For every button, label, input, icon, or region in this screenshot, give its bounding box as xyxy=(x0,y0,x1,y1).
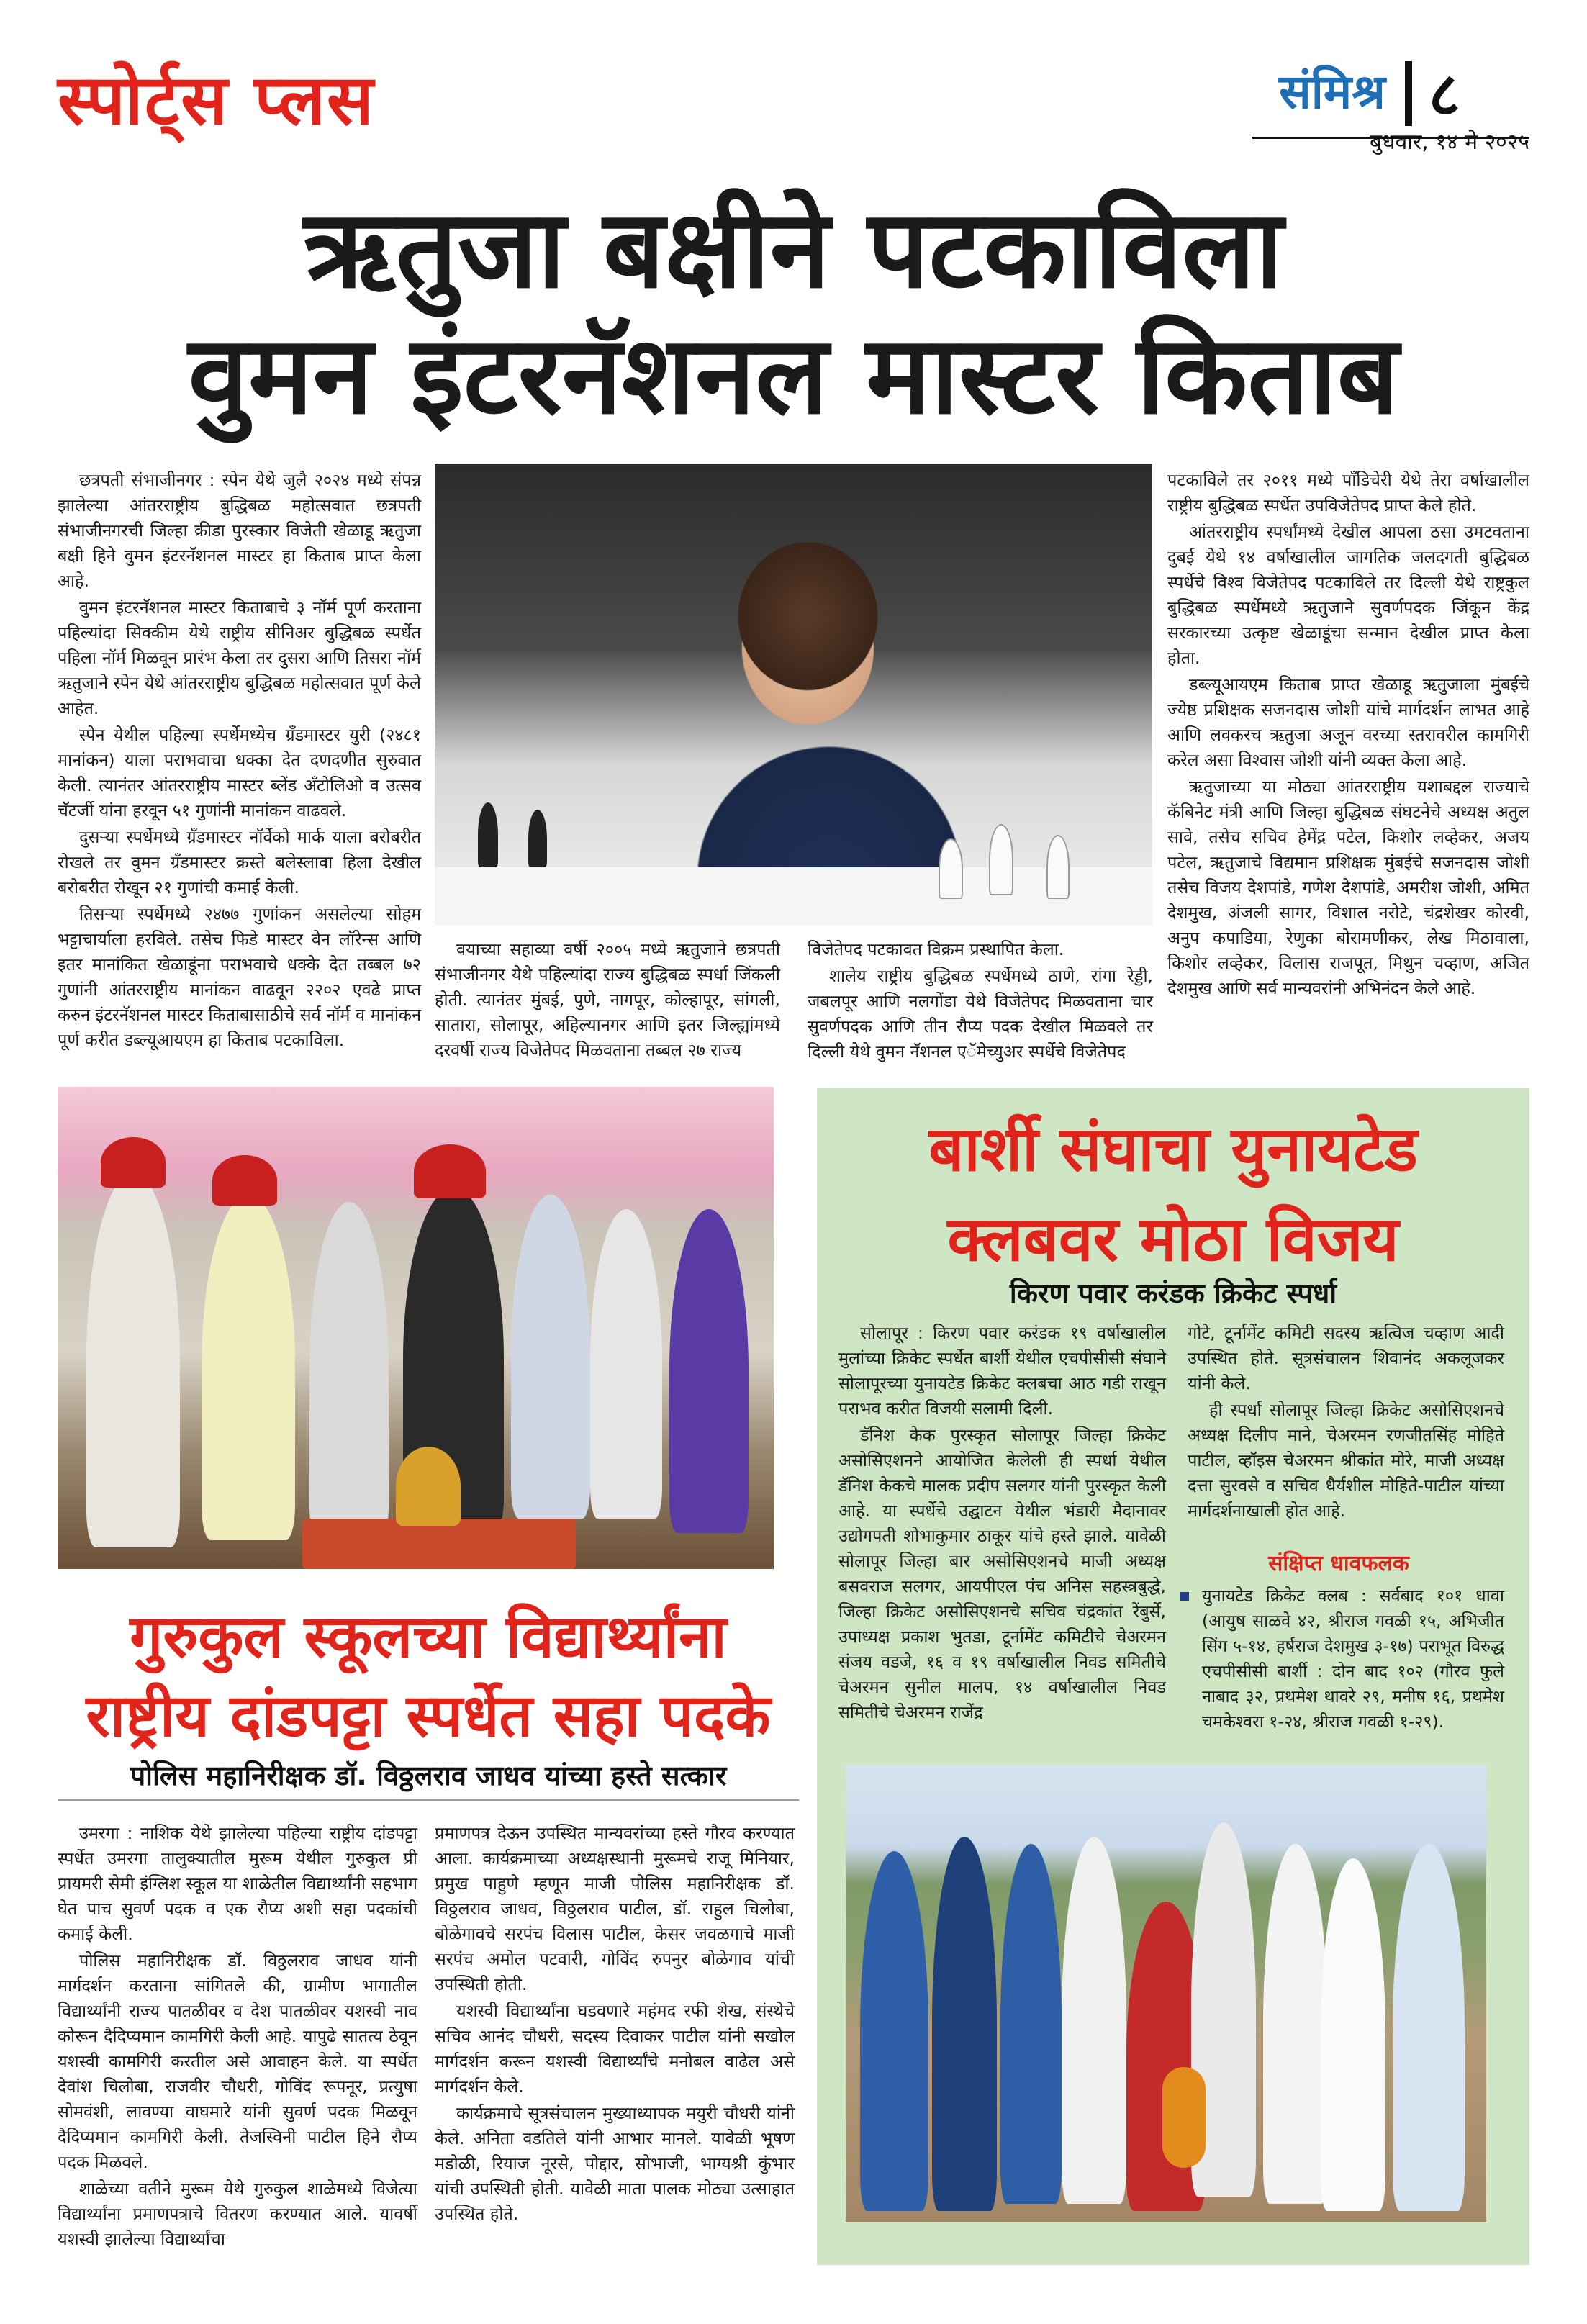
paragraph: सोलापूर : किरण पवार करंडक १९ वर्षाखालील मुलांच्या क्रिकेट स्पर्धेत बार्शी येथील एचपीसीसी संघाने सोलापूरच्या युनायटेड क्रिकेट क्लबचा आठ गडी राखून पराभव करीत विजयी सलामी दिली. xyxy=(838,1323,1166,1419)
paragraph: पटकाविले तर २०११ मध्ये पाँडिचेरी येथे तेरा वर्षाखालील राष्ट्रीय बुद्धिबळ स्पर्धेत उपविजेतेपद प्राप्त केले होते. xyxy=(1167,470,1529,515)
paragraph: शालेय राष्ट्रीय बुद्धिबळ स्पर्धेमध्ये ठाणे, रांगा रेड्डी, जबलपूर आणि नलगोंडा येथे विजेतेपद मिळवताना चार सुवर्णपदक आणि तीन रौप्य पदक देखील मिळवले तर दिल्ली येथे वुमन नॅशनल एॅमेच्युअर स्पर्धेचे विजेतेपद xyxy=(808,966,1153,1062)
paragraph: डॅनिश केक पुरस्कृत सोलापूर जिल्हा क्रिकेट असोसिएशनने आयोजित केलेली ही स्पर्धा येथील डॅनिश केकचे मालक प्रदीप सलगर यांनी पुरस्कृत केली आहे. या स्पर्धेचे उद्घाटन येथील भंडारी मैदानावर उद्योगपती शोभाकुमार ठाकूर यांचे हस्ते झाले. यावेळी सोलापूर जिल्हा बार असोसिएशनचे माजी अध्यक्ष बसवराज सलगर, आयपीएल पंच अनिस सहस्त्रबुद्धे, जिल्हा क्रिकेट असोसिएशनचे सचिव चंद्रकांत रेंबुर्से, उपाध्यक्ष प्रकाश भुतडा, टूर्नामेंट कमिटीचे चेअरमन संजय वडजे, १६ व १९ वर्षाखालील निवड समितीचे चेअरमन सुनील मालप, १४ वर्षाखालील निवड समितीचे चेअरमन राजेंद्र xyxy=(838,1425,1166,1722)
lead-column-1 xyxy=(58,468,421,1054)
paragraph: छत्रपती संभाजीनगर : स्पेन येथे जुलै २०२४ मध्ये संपन्न झालेल्या आंतरराष्ट्रीय बुद्धिबळ महोत्सवात छत्रपती संभाजीनगरची जिल्हा क्रीडा पुरस्कार विजेती खेळाडू ऋतुजा बक्षी हिने वुमन इंटरनॅशनल मास्टर हा किताब प्राप्त केला आहे. xyxy=(58,470,421,591)
section-title: स्पोर्ट्स प्लस xyxy=(58,60,375,140)
paragraph: तिसऱ्या स्पर्धेमध्ये २४७७ गुणांकन असलेल्या सोहम भट्टाचार्याला हरविले. तसेच फिडे मास्टर वेन लॉरेन्स आणि इतर मानांकित खेळाडूंना पराभवाचे धक्के देत तब्बल ७२ गुणांनी आंतरराष्ट्रीय मानांकन वाढवून २२०२ एवढे प्राप्त करुन इंटरनॅशनल मास्टर किताबासाठीचे सर्व नॉर्म व मानांकन पूर्ण करीत डब्ल्यूआयएम हा किताब पटकाविला. xyxy=(58,904,421,1050)
paragraph: स्पेन येथील पहिल्या स्पर्धेमध्येच ग्रँडमास्टर युरी (२४८१ मानांकन) याला पराभवाचा धक्का देत दणदणीत सुरुवात केली. त्यानंतर आंतरराष्ट्रीय मास्टर ब्लेंड अँटोलिओ व उत्सव चॅटर्जी यांना हरवून ५१ गुणांनी मानांकन वाढवले. xyxy=(58,725,421,820)
paragraph: उमरगा : नाशिक येथे झालेल्या पहिल्या राष्ट्रीय दांडपट्टा स्पर्धेत उमरगा तालुक्यातील मुरूम येथील गुरुकुल प्री प्रायमरी सेमी इंग्लिश स्कूल या शाळेतील विद्यार्थ्यांनी सहभाग घेत पाच सुवर्ण पदक व एक रौप्य अशी सहा पदकांची कमाई केली. xyxy=(58,1823,417,1944)
paragraph: दुसऱ्या स्पर्धेमध्ये ग्रँडमास्टर नॉर्वेको मार्क याला बरोबरीत रोखले तर वुमन ग्रँडमास्टर क्रस्ते बलेस्लावा हिला देखील बरोबरीत रोखून २१ गुणांची कमाई केली. xyxy=(58,827,421,898)
paragraph: डब्ल्यूआयएम किताब प्राप्त खेळाडू ऋतुजाला मुंबईचे ज्येष्ठ प्रशिक्षक सजनदास जोशी यांचे मार्गदर्शन लाभत आहे आणि लवकरच ऋतुजा अजून वरच्या स्तरावरील कामगिरी करेल असा विश्वास जोशी यांनी व्यक्त केला आहे. xyxy=(1167,674,1529,770)
paragraph: पोलिस महानिरीक्षक डॉ. विठ्ठलराव जाधव यांनी मार्गदर्शन करताना सांगितले की, ग्रामीण भागातील विद्यार्थ्यांनी राज्य पातळीवर व देश पातळीवर यशस्वी नाव कोरून दैदिप्यमान कामगिरी केली आहे. यापुढे सातत्य ठेवून यशस्वी कामगिरी करतील असे आवाहन केले. या स्पर्धेत देवांश चिलोबा, राजवीर चौधरी, गोविंद रूपनूर, प्रत्युषा सोमवंशी, लावण्या वाघमारे यांनी सुवर्ण पदक मिळवून दैदिप्यमान कामगिरी केली. तेजस्विनी पाटील हिने रौप्य पदक मिळवले. xyxy=(58,1950,417,2172)
cricket-subheadline: किरण पवार करंडक क्रिकेट स्पर्धा xyxy=(1009,1278,1337,1309)
paragraph: विजेतेपद पटकावत विक्रम प्रस्थापित केला. xyxy=(808,939,1064,959)
masthead-divider xyxy=(1405,61,1412,126)
page-number: ८ xyxy=(1429,59,1460,130)
lead-column-4 xyxy=(1167,468,1529,1003)
gurukul-column-1 xyxy=(58,1821,417,2253)
paper-name: संमिश्र xyxy=(1279,64,1385,119)
lead-headline-line1: ऋतुजा बक्षीने पटकाविला xyxy=(304,187,1283,312)
chess-player-photo xyxy=(435,464,1152,925)
paragraph: वुमन इंटरनॅशनल मास्टर किताबाचे ३ नॉर्म पूर्ण करताना पहिल्यांदा सिक्कीम येथे राष्ट्रीय सीनिअर बुद्धिबळ स्पर्धेत पहिला नॉर्म मिळवून प्रारंभ केला तर दुसरा आणि तिसरा नॉर्म ऋतुजाने स्पेन येथे आंतरराष्ट्रीय बुद्धिबळ महोत्सवात पूर्ण केले आहेत. xyxy=(58,597,421,718)
gurukul-subheadline: पोलिस महानिरीक्षक डॉ. विठ्ठलराव जाधव यांच्या हस्ते सत्कार xyxy=(130,1760,727,1791)
issue-date: बुधवार, १४ मे २०२५ xyxy=(1370,130,1529,155)
paragraph: प्रमाणपत्र देऊन उपस्थित मान्यवरांच्या हस्ते गौरव करण्यात आला. कार्यक्रमाच्या अध्यक्षस्थानी मुरूमचे राजू मिनियार, प्रमुख पाहुणे म्हणून माजी पोलिस महानिरीक्षक डॉ. विठ्ठलराव जाधव, विठ्ठलराव पाटील, डॉ. राहुल चिलोबा, बोळेगावचे सरपंच विलास पाटील, केसर जवळगाचे माजी सरपंच अमोल पटवारी, गोविंद रुपनुर बोळेगाव यांची उपस्थिती होती. xyxy=(435,1823,795,1994)
paragraph: कार्यक्रमाचे सूत्रसंचालन मुख्याध्यापक मयुरी चौधरी यांनी केले. अनिता वडतिले यांनी आभार मानले. यावेळी भूषण मडोळी, रियाज नूरसे, पोद्दार, सोभाजी, भाग्यश्री कुंभार यांची उपस्थिती होती. यावेळी माता पालक मोठ्या उत्साहात उपस्थित होते. xyxy=(435,2103,795,2224)
cricket-column-1 xyxy=(838,1321,1166,1727)
gurukul-headline-line2: राष्ट्रीय दांडपट्टा स्पर्धेत सहा पदके xyxy=(86,1682,771,1750)
paragraph: ही स्पर्धा सोलापूर जिल्हा क्रिकेट असोसिएशनचे अध्यक्ष दिलीप माने, चेअरमन रणजीतसिंह मोहिते पाटील, व्हॉइस चेअरमन श्रीकांत मोरे, माजी अध्यक्ष दत्ता सुरवसे व सचिव धैर्यशील मोहिते-पाटील यांच्या मार्गदर्शनाखाली होत आहे. xyxy=(1188,1400,1504,1521)
cricket-headline-line2: क्लबवर मोठा विजय xyxy=(947,1203,1399,1275)
cricket-inauguration-photo xyxy=(846,1765,1486,2222)
paragraph: ऋतुजाच्या या मोठ्या आंतरराष्ट्रीय यशाबद्दल राज्याचे कॅबिनेट मंत्री आणि जिल्हा बुद्धिबळ संघटनेचे अध्यक्ष अतुल सावे, तसेच सचिव हेमेंद्र पटेल, किशोर लव्हेकर, अजय पटेल, ऋतुजाचे विद्यमान प्रशिक्षक मुंबईचे सजनदास जोशी तसेच विजय देशपांडे, गणेश देशपांडे, अमरीश जोशी, अमित देशमुख, अंजली सागर, विशाल नरोटे, चंद्रशेखर कोरवी, अनुप कपाडिया, रेणुका बोरामणीकर, लेख मिठावाला, किशोर लव्हेकर, विलास राजपूत, मिथुन चव्हाण, अजित देशमुख आणि सर्व मान्यवरांनी अभिनंदन केले आहे. xyxy=(1167,777,1529,998)
cricket-column-2 xyxy=(1188,1321,1504,1525)
gurukul-column-2 xyxy=(435,1821,795,2228)
paragraph: आंतरराष्ट्रीय स्पर्धांमध्ये देखील आपला ठसा उमटवताना दुबई येथे १४ वर्षाखालील जागतिक जलदगती बुद्धिबळ स्पर्धेचे विश्व विजेतेपद पटकाविले तर दिल्ली येथे राष्ट्रकुल बुद्धिबळ स्पर्धेमध्ये ऋतुजाने सुवर्णपदक जिंकून केंद्र सरकारच्या उत्कृष्ट खेळाडूंचा सन्मान देखील प्राप्त केला होता. xyxy=(1167,522,1529,668)
lead-column-3 xyxy=(808,937,1153,1066)
lead-headline-line2: वुमन इंटरनॅशनल मास्टर किताब xyxy=(188,313,1399,438)
scorecard-title: संक्षिप्त धावफलक xyxy=(1268,1551,1409,1576)
gurukul-headline-line1: गुरुकुल स्कूलच्या विद्यार्थ्यांना xyxy=(130,1603,727,1671)
paragraph: वयाच्या सहाव्या वर्षी २००५ मध्ये ऋतुजाने छत्रपती संभाजीनगर येथे पहिल्यांदा राज्य बुद्धिबळ स्पर्धा जिंकली होती. त्यानंतर मुंबई, पुणे, नागपूर, कोल्हापूर, सांगली, सातारा, सोलापूर, अहिल्यानगर आणि इतर जिल्ह्यांमध्ये दरवर्षी राज्य विजेतेपद मिळवताना तब्बल २७ राज्य xyxy=(435,939,780,1060)
gurukul-rule xyxy=(58,1799,799,1801)
cricket-headline-line1: बार्शी संघाचा युनायटेड xyxy=(928,1113,1418,1185)
gurukul-felicitation-photo xyxy=(58,1087,774,1569)
paragraph: यशस्वी विद्यार्थ्यांना घडवणारे महंमद रफी शेख, संस्थेचे सचिव आनंद चौधरी, सदस्य दिवाकर पाटील यांनी सखोल मार्गदर्शन करून यशस्वी विद्यार्थ्यांचे मनोबल वाढेल असे मार्गदर्शन केले. xyxy=(435,2001,795,2097)
paragraph: शाळेच्या वतीने मुरूम येथे गुरुकुल शाळेमध्ये विजेत्या विद्यार्थ्यांना प्रमाणपत्राचे वितरण करण्यात आले. यावर्षी यशस्वी झालेल्या विद्यार्थ्यांचा xyxy=(58,2179,417,2249)
bullet-icon xyxy=(1180,1592,1189,1601)
lead-column-2 xyxy=(435,937,780,1064)
paragraph: गोटे, टूर्नामेंट कमिटी सदस्य ऋत्विज चव्हाण आदी उपस्थित होते. सूत्रसंचालन शिवानंद अकलूजकर यांनी केले. xyxy=(1188,1323,1504,1393)
scorecard-text: युनायटेड क्रिकेट क्लब : सर्वबाद १०१ धावा (आयुष साळवे ४२, श्रीराज गवळी १५, अभिजीत सिंग ५-१४, हर्षराज देशमुख ३-१७) पराभूत विरुद्ध एचपीसीसी बार्शी : दोन बाद १०२ (गौरव फुले नाबाद ३२, प्रथमेश थावरे २९, मनीष १६, प्रथमेश चमकेश्वरा १-२४, श्रीराज गवळी १-२९). xyxy=(1202,1586,1504,1732)
